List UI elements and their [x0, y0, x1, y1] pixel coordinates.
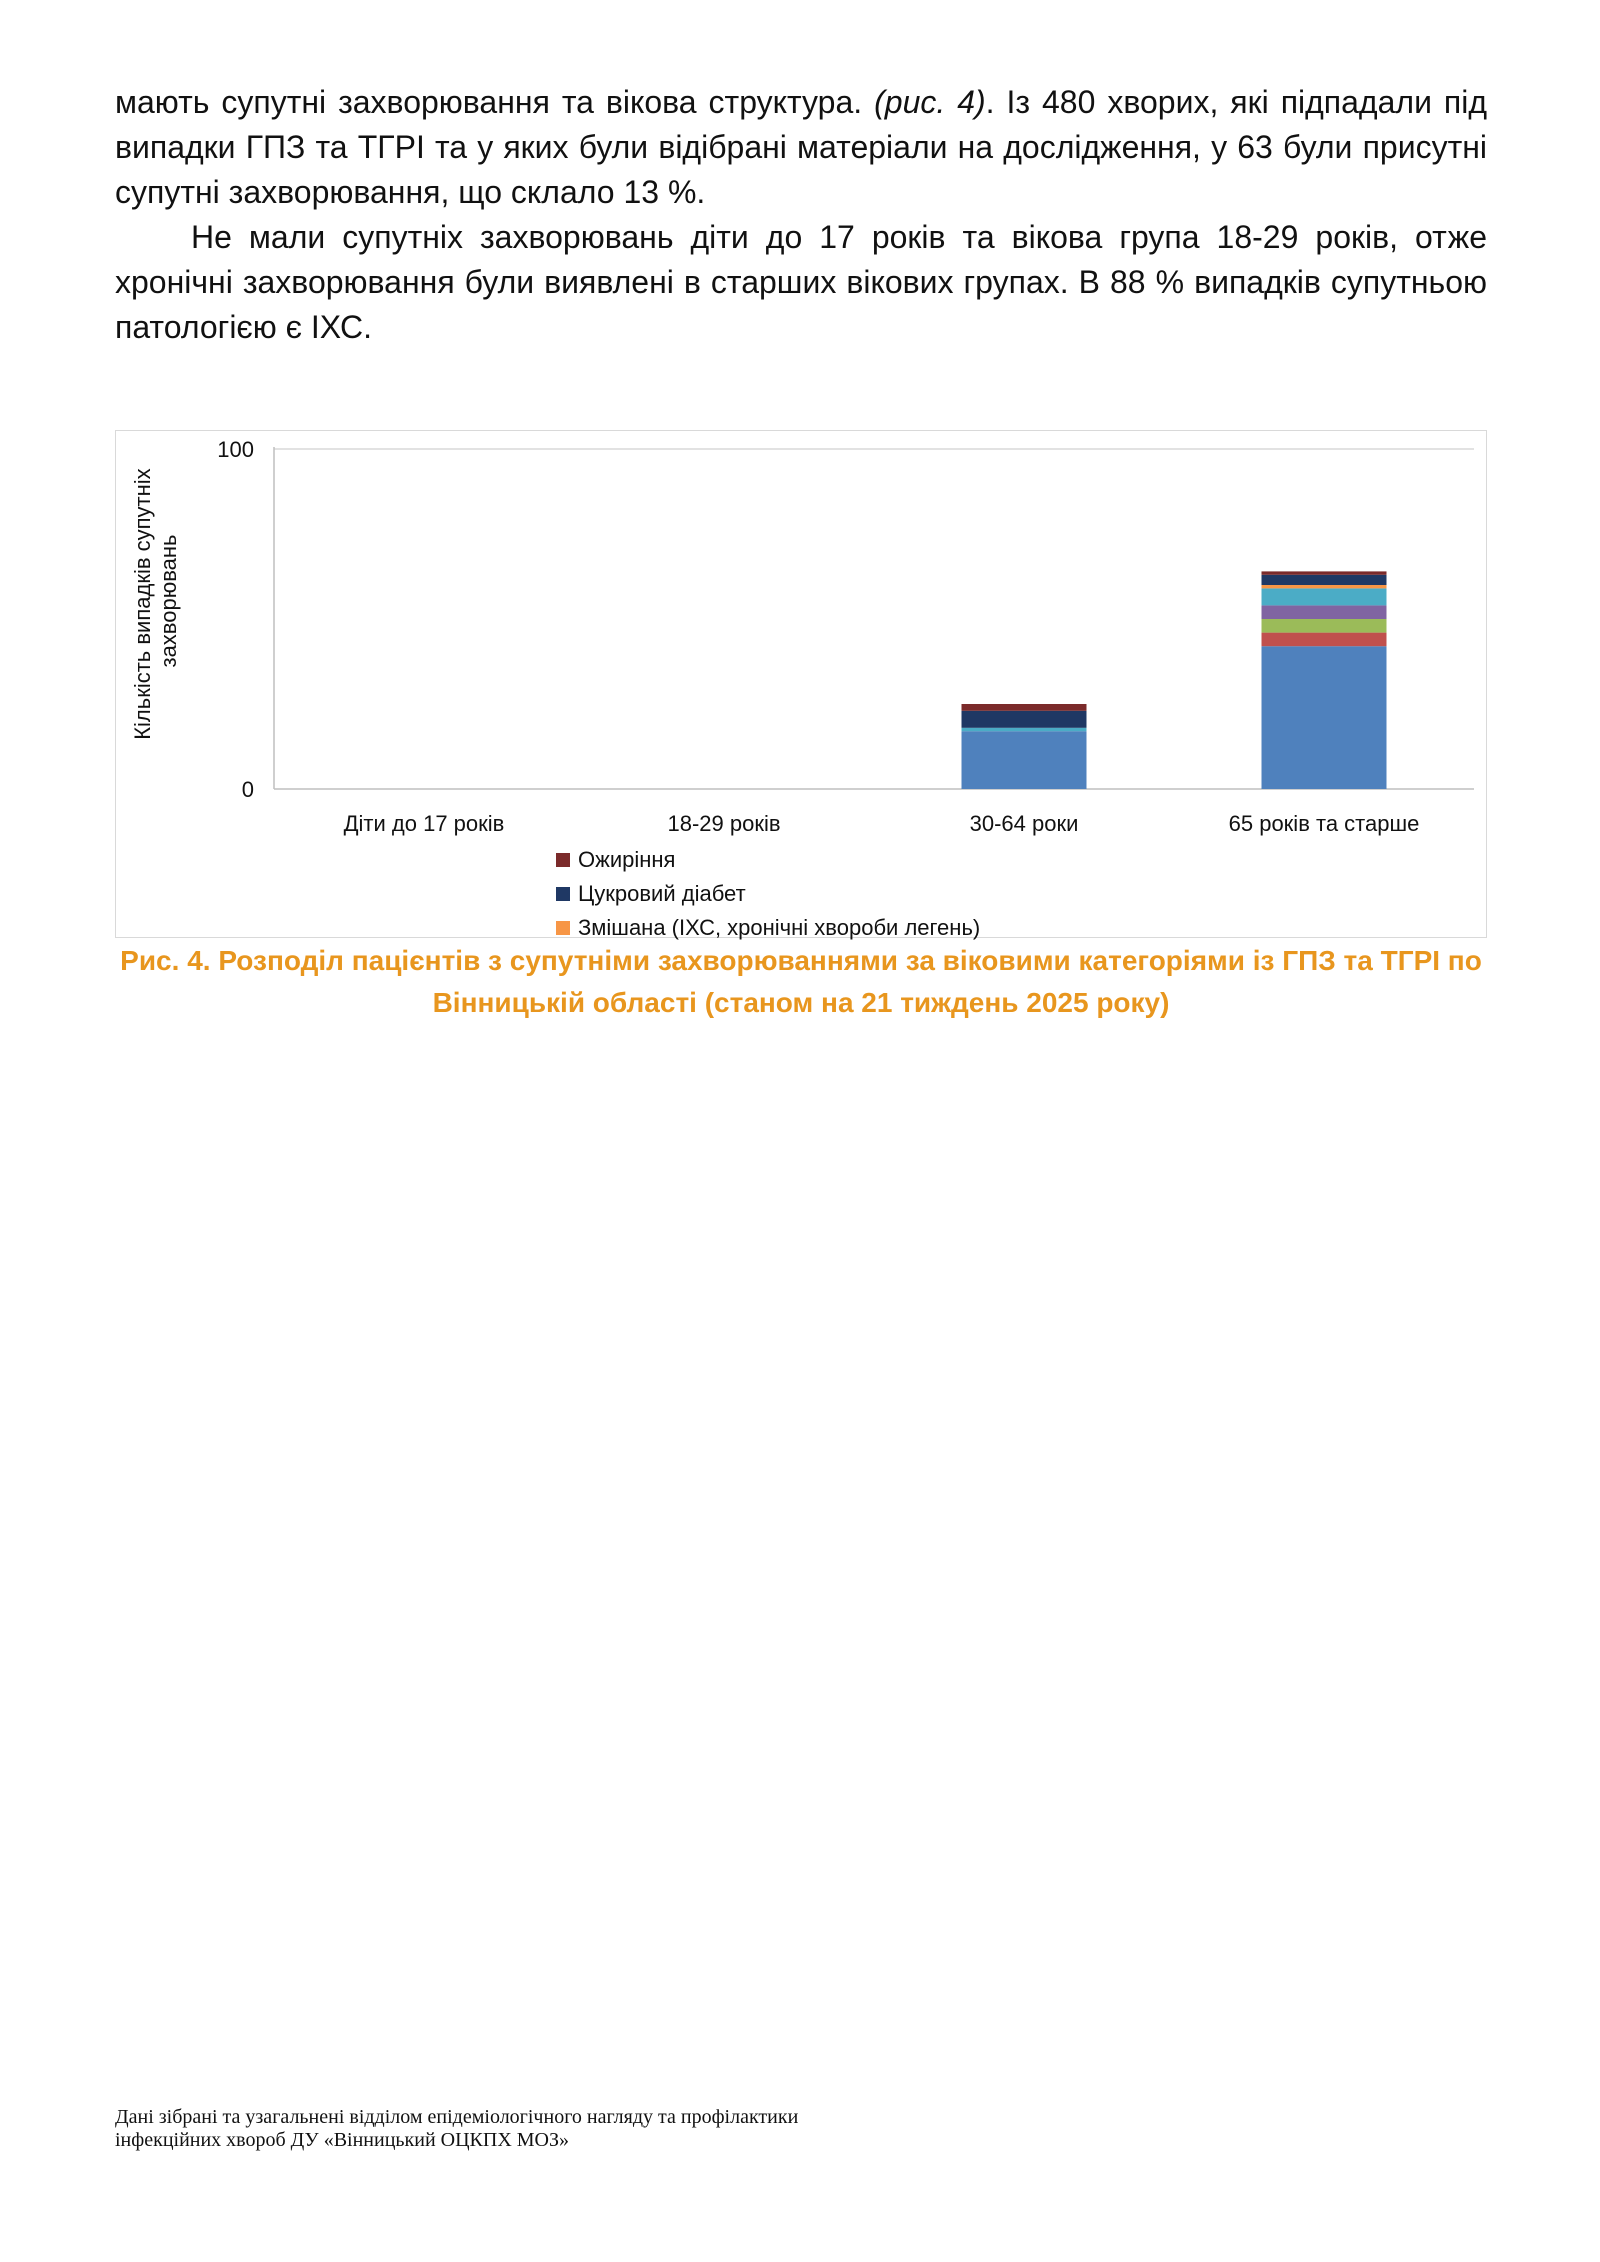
legend-label: Ожиріння	[578, 847, 676, 872]
legend-item	[556, 843, 980, 877]
bar-segment-2-4	[962, 728, 1087, 731]
paragraph-intro	[115, 80, 1487, 215]
paragraph-intro-part2: . Із 480 хворих, які підпадали під випадки ГПЗ та ТГРІ та у яких були відібрані матеріали на дослідження, у 63 були присутні супутні захворювання, що склало 13 %.	[115, 84, 1488, 210]
paragraph-age-groups: Не мали супутніх захворювань діти до 17 років та вікова група 18-29 років, отже хронічні захворювання були виявлені в старших вікових групах. В 88 % випадків супутньою патологією є ІХС.	[115, 219, 1487, 345]
footer-note	[115, 2106, 1015, 2152]
bar-segment-2-6	[962, 711, 1087, 728]
x-tick-label-3: 65 років та старше	[1228, 811, 1420, 836]
bar-segment-3-6	[1262, 575, 1387, 585]
legend-swatch	[556, 921, 570, 935]
caption-line-1: Рис. 4. Розподіл пацієнтів з супутніми захворюваннями за віковими категоріями із ГПЗ та ТГРІ по	[120, 945, 1482, 976]
footer-line-1: Дані зібрані та узагальнені відділом епідеміологічного нагляду та профілактики	[115, 2106, 799, 2128]
figure-reference: (рис. 4)	[874, 84, 986, 120]
bar-segment-2-0	[962, 731, 1087, 789]
y-tick-label-0: 0	[241, 777, 254, 802]
legend-swatch	[556, 853, 570, 867]
legend-label: Змішана (ІХС, хронічні хвороби легень)	[578, 915, 981, 940]
caption-line-2: Вінницькій області (станом на 21 тиждень 2025 року)	[432, 987, 1170, 1018]
x-tick-label-2: 30-64 роки	[969, 811, 1079, 836]
figure-caption	[115, 940, 1487, 1024]
y-axis-label: Кількість випадків супутніх захворювань	[130, 468, 181, 740]
footer-line-2: інфекційних хвороб ДУ «Вінницький ОЦКПХ МОЗ»	[115, 2129, 570, 2151]
bar-segment-2-7	[962, 704, 1087, 711]
bar-segment-3-5	[1262, 585, 1387, 588]
x-tick-label-0: Діти до 17 років	[343, 811, 505, 836]
bar-segment-3-2	[1262, 619, 1387, 633]
y-tick-label-100: 100	[217, 437, 254, 462]
bar-segment-3-4	[1262, 588, 1387, 605]
chart-legend	[556, 843, 980, 945]
bar-segment-3-7	[1262, 571, 1387, 574]
legend-swatch	[556, 887, 570, 901]
legend-label: Цукровий діабет	[578, 881, 746, 906]
bar-segment-3-0	[1262, 646, 1387, 789]
paragraph-intro-part1: мають супутні захворювання та вікова структура.	[115, 84, 875, 120]
legend-item	[556, 877, 980, 911]
bar-segment-3-1	[1262, 633, 1387, 647]
x-tick-label-1: 18-29 років	[667, 811, 781, 836]
bar-segment-3-3	[1262, 605, 1387, 619]
chart-container	[115, 430, 1487, 938]
